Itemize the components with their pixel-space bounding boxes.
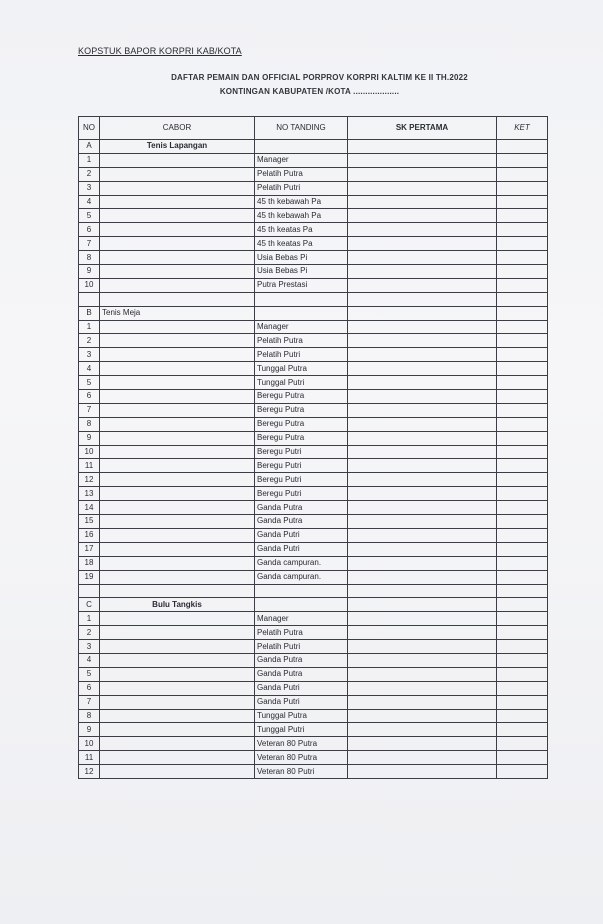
document-subtitle: KONTINGAN KABUPATEN /KOTA ................... — [219, 87, 400, 96]
table-row — [79, 556, 548, 570]
sk-pertama-cell — [348, 334, 497, 348]
table-row — [79, 473, 548, 487]
row-number: 13 — [79, 487, 100, 501]
no-tanding-cell: Ganda campuran. — [255, 570, 348, 584]
empty-cell — [79, 292, 100, 306]
section-name: Tenis Meja — [100, 306, 255, 320]
cabor-cell — [100, 612, 255, 626]
ket-cell — [497, 223, 548, 237]
sk-pertama-cell — [348, 751, 497, 765]
ket-cell — [497, 209, 548, 223]
ket-cell — [497, 403, 548, 417]
ket-cell — [497, 431, 548, 445]
no-tanding-cell: Tunggal Putra — [255, 709, 348, 723]
no-tanding-cell: Ganda Putri — [255, 542, 348, 556]
sk-pertama-cell — [348, 473, 497, 487]
row-number: 1 — [79, 320, 100, 334]
ket-cell — [497, 362, 548, 376]
section-header-row — [79, 306, 548, 320]
ket-cell — [497, 612, 548, 626]
table-row — [79, 542, 548, 556]
ket-cell — [497, 626, 548, 640]
row-number: 2 — [79, 167, 100, 181]
sk-pertama-cell — [348, 167, 497, 181]
no-tanding-cell: Ganda Putra — [255, 653, 348, 667]
cabor-cell — [100, 473, 255, 487]
no-tanding-cell: Beregu Putri — [255, 487, 348, 501]
cabor-cell — [100, 167, 255, 181]
row-number: 7 — [79, 237, 100, 251]
empty-cell — [348, 598, 497, 612]
no-tanding-cell: Pelatih Putra — [255, 626, 348, 640]
no-tanding-cell: Beregu Putra — [255, 431, 348, 445]
row-number: 5 — [79, 376, 100, 390]
no-tanding-cell: Beregu Putri — [255, 459, 348, 473]
sk-pertama-cell — [348, 709, 497, 723]
ket-cell — [497, 320, 548, 334]
ket-cell — [497, 278, 548, 292]
no-tanding-cell: Beregu Putra — [255, 417, 348, 431]
row-number: 19 — [79, 570, 100, 584]
ket-cell — [497, 251, 548, 265]
cabor-cell — [100, 709, 255, 723]
no-tanding-cell: Veteran 80 Putra — [255, 737, 348, 751]
row-number: 3 — [79, 348, 100, 362]
sk-pertama-cell — [348, 376, 497, 390]
no-tanding-cell: Ganda Putra — [255, 667, 348, 681]
ket-cell — [497, 570, 548, 584]
table-row — [79, 765, 548, 779]
row-number: 4 — [79, 653, 100, 667]
no-tanding-cell: 45 th kebawah Pa — [255, 195, 348, 209]
row-number: 17 — [79, 542, 100, 556]
table-row — [79, 278, 548, 292]
table-row — [79, 570, 548, 584]
table-row — [79, 417, 548, 431]
sk-pertama-cell — [348, 320, 497, 334]
row-number: 9 — [79, 265, 100, 279]
empty-cell — [348, 584, 497, 598]
table-row — [79, 681, 548, 695]
spacer-row — [79, 292, 548, 306]
row-number: 6 — [79, 390, 100, 404]
table-row — [79, 737, 548, 751]
sk-pertama-cell — [348, 542, 497, 556]
column-header-no: NO — [79, 117, 100, 140]
ket-cell — [497, 348, 548, 362]
sk-pertama-cell — [348, 278, 497, 292]
row-number: 9 — [79, 723, 100, 737]
row-number: 8 — [79, 251, 100, 265]
row-number: 12 — [79, 473, 100, 487]
row-number: 2 — [79, 626, 100, 640]
cabor-cell — [100, 640, 255, 654]
sk-pertama-cell — [348, 459, 497, 473]
column-header-no-tanding: NO TANDING — [255, 117, 348, 140]
cabor-cell — [100, 487, 255, 501]
sk-pertama-cell — [348, 195, 497, 209]
cabor-cell — [100, 681, 255, 695]
sk-pertama-cell — [348, 528, 497, 542]
no-tanding-cell: Ganda Putra — [255, 501, 348, 515]
no-tanding-cell: Tunggal Putri — [255, 723, 348, 737]
row-number: 11 — [79, 459, 100, 473]
empty-cell — [100, 584, 255, 598]
ket-cell — [497, 695, 548, 709]
row-number: 8 — [79, 709, 100, 723]
ket-cell — [497, 501, 548, 515]
column-header-cabor: CABOR — [100, 117, 255, 140]
table-row — [79, 251, 548, 265]
ket-cell — [497, 667, 548, 681]
cabor-cell — [100, 265, 255, 279]
table-row — [79, 653, 548, 667]
table-row — [79, 528, 548, 542]
row-number: 15 — [79, 515, 100, 529]
table-row — [79, 709, 548, 723]
sk-pertama-cell — [348, 348, 497, 362]
ket-cell — [497, 487, 548, 501]
row-number: 1 — [79, 153, 100, 167]
table-row — [79, 751, 548, 765]
cabor-cell — [100, 723, 255, 737]
row-number: 5 — [79, 667, 100, 681]
no-tanding-cell: Pelatih Putra — [255, 334, 348, 348]
cabor-cell — [100, 737, 255, 751]
cabor-cell — [100, 181, 255, 195]
sk-pertama-cell — [348, 667, 497, 681]
table-row — [79, 667, 548, 681]
cabor-cell — [100, 320, 255, 334]
no-tanding-cell: Ganda Putra — [255, 515, 348, 529]
table-row — [79, 153, 548, 167]
kopstuk-label: KOPSTUK BAPOR KORPRI KAB/KOTA — [78, 46, 242, 56]
cabor-cell — [100, 278, 255, 292]
no-tanding-cell: Usia Bebas Pi — [255, 265, 348, 279]
cabor-cell — [100, 695, 255, 709]
no-tanding-cell: Veteran 80 Putri — [255, 765, 348, 779]
no-tanding-cell: Manager — [255, 320, 348, 334]
no-tanding-cell: Beregu Putri — [255, 473, 348, 487]
row-number: 9 — [79, 431, 100, 445]
column-header-sk-pertama: SK PERTAMA — [348, 117, 497, 140]
section-name: Tenis Lapangan — [100, 140, 255, 154]
cabor-cell — [100, 459, 255, 473]
cabor-cell — [100, 556, 255, 570]
cabor-cell — [100, 501, 255, 515]
column-header-ket: KET — [497, 117, 548, 140]
row-number: 5 — [79, 209, 100, 223]
table-row — [79, 723, 548, 737]
ket-cell — [497, 515, 548, 529]
empty-cell — [497, 306, 548, 320]
sk-pertama-cell — [348, 556, 497, 570]
no-tanding-cell: 45 th keatas Pa — [255, 223, 348, 237]
ket-cell — [497, 445, 548, 459]
table-row — [79, 515, 548, 529]
no-tanding-cell: Beregu Putra — [255, 390, 348, 404]
empty-cell — [100, 292, 255, 306]
ket-cell — [497, 653, 548, 667]
table-header-row — [79, 117, 548, 140]
table-row — [79, 459, 548, 473]
no-tanding-cell: Manager — [255, 153, 348, 167]
cabor-cell — [100, 542, 255, 556]
row-number: 10 — [79, 445, 100, 459]
row-number: 18 — [79, 556, 100, 570]
sk-pertama-cell — [348, 417, 497, 431]
no-tanding-cell: Pelatih Putri — [255, 181, 348, 195]
sk-pertama-cell — [348, 487, 497, 501]
empty-cell — [348, 292, 497, 306]
no-tanding-cell: Veteran 80 Putra — [255, 751, 348, 765]
ket-cell — [497, 167, 548, 181]
table-row — [79, 195, 548, 209]
empty-cell — [255, 598, 348, 612]
sk-pertama-cell — [348, 640, 497, 654]
sk-pertama-cell — [348, 362, 497, 376]
sk-pertama-cell — [348, 501, 497, 515]
empty-cell — [497, 292, 548, 306]
cabor-cell — [100, 528, 255, 542]
sk-pertama-cell — [348, 570, 497, 584]
no-tanding-cell: Pelatih Putri — [255, 640, 348, 654]
cabor-cell — [100, 431, 255, 445]
table-row — [79, 376, 548, 390]
row-number: 6 — [79, 681, 100, 695]
cabor-cell — [100, 751, 255, 765]
row-number: 7 — [79, 403, 100, 417]
ket-cell — [497, 153, 548, 167]
section-header-row — [79, 598, 548, 612]
table-row — [79, 431, 548, 445]
cabor-cell — [100, 376, 255, 390]
sk-pertama-cell — [348, 723, 497, 737]
sk-pertama-cell — [348, 626, 497, 640]
table-row — [79, 348, 548, 362]
cabor-cell — [100, 626, 255, 640]
row-number: 4 — [79, 362, 100, 376]
ket-cell — [497, 237, 548, 251]
cabor-cell — [100, 223, 255, 237]
row-number: 12 — [79, 765, 100, 779]
row-number: 6 — [79, 223, 100, 237]
table-row — [79, 223, 548, 237]
row-number: 4 — [79, 195, 100, 209]
no-tanding-cell: Manager — [255, 612, 348, 626]
ket-cell — [497, 528, 548, 542]
sk-pertama-cell — [348, 251, 497, 265]
section-code: B — [79, 306, 100, 320]
sk-pertama-cell — [348, 431, 497, 445]
no-tanding-cell: Pelatih Putra — [255, 167, 348, 181]
ket-cell — [497, 640, 548, 654]
ket-cell — [497, 737, 548, 751]
no-tanding-cell: Tunggal Putri — [255, 376, 348, 390]
empty-cell — [255, 140, 348, 154]
cabor-cell — [100, 653, 255, 667]
sk-pertama-cell — [348, 237, 497, 251]
ket-cell — [497, 376, 548, 390]
cabor-cell — [100, 417, 255, 431]
spacer-row — [79, 584, 548, 598]
sk-pertama-cell — [348, 265, 497, 279]
sk-pertama-cell — [348, 515, 497, 529]
no-tanding-cell: 45 th keatas Pa — [255, 237, 348, 251]
no-tanding-cell: Ganda Putri — [255, 681, 348, 695]
sk-pertama-cell — [348, 209, 497, 223]
table-row — [79, 320, 548, 334]
cabor-cell — [100, 251, 255, 265]
table-row — [79, 626, 548, 640]
row-number: 3 — [79, 181, 100, 195]
row-number: 10 — [79, 737, 100, 751]
table-row — [79, 265, 548, 279]
cabor-cell — [100, 765, 255, 779]
table-row — [79, 167, 548, 181]
ket-cell — [497, 265, 548, 279]
row-number: 16 — [79, 528, 100, 542]
table-row — [79, 612, 548, 626]
ket-cell — [497, 765, 548, 779]
empty-cell — [255, 306, 348, 320]
cabor-cell — [100, 403, 255, 417]
row-number: 1 — [79, 612, 100, 626]
ket-cell — [497, 334, 548, 348]
empty-cell — [497, 598, 548, 612]
row-number: 8 — [79, 417, 100, 431]
table-row — [79, 403, 548, 417]
empty-cell — [348, 140, 497, 154]
row-number: 10 — [79, 278, 100, 292]
row-number: 7 — [79, 695, 100, 709]
ket-cell — [497, 542, 548, 556]
table-row — [79, 501, 548, 515]
row-number: 14 — [79, 501, 100, 515]
sk-pertama-cell — [348, 681, 497, 695]
cabor-cell — [100, 237, 255, 251]
cabor-cell — [100, 348, 255, 362]
sk-pertama-cell — [348, 612, 497, 626]
row-number: 2 — [79, 334, 100, 348]
cabor-cell — [100, 195, 255, 209]
section-code: A — [79, 140, 100, 154]
ket-cell — [497, 390, 548, 404]
table-row — [79, 640, 548, 654]
no-tanding-cell: 45 th kebawah Pa — [255, 209, 348, 223]
sk-pertama-cell — [348, 403, 497, 417]
cabor-cell — [100, 390, 255, 404]
cabor-cell — [100, 570, 255, 584]
empty-cell — [497, 140, 548, 154]
section-header-row — [79, 140, 548, 154]
sk-pertama-cell — [348, 653, 497, 667]
empty-cell — [348, 306, 497, 320]
sk-pertama-cell — [348, 695, 497, 709]
empty-cell — [497, 584, 548, 598]
table-row — [79, 362, 548, 376]
sk-pertama-cell — [348, 390, 497, 404]
table-row — [79, 209, 548, 223]
cabor-cell — [100, 445, 255, 459]
cabor-cell — [100, 667, 255, 681]
cabor-cell — [100, 153, 255, 167]
ket-cell — [497, 195, 548, 209]
cabor-cell — [100, 515, 255, 529]
ket-cell — [497, 417, 548, 431]
sk-pertama-cell — [348, 765, 497, 779]
ket-cell — [497, 459, 548, 473]
table-body — [79, 140, 548, 779]
section-name: Bulu Tangkis — [100, 598, 255, 612]
no-tanding-cell: Usia Bebas Pi — [255, 251, 348, 265]
sk-pertama-cell — [348, 737, 497, 751]
ket-cell — [497, 681, 548, 695]
empty-cell — [255, 292, 348, 306]
sk-pertama-cell — [348, 153, 497, 167]
sk-pertama-cell — [348, 181, 497, 195]
cabor-cell — [100, 362, 255, 376]
no-tanding-cell: Putra Prestasi — [255, 278, 348, 292]
roster-table — [78, 116, 548, 779]
sk-pertama-cell — [348, 223, 497, 237]
empty-cell — [79, 584, 100, 598]
cabor-cell — [100, 334, 255, 348]
row-number: 3 — [79, 640, 100, 654]
document-title: DAFTAR PEMAIN DAN OFFICIAL PORPROV KORPRI KALTIM KE II TH.2022 — [171, 73, 468, 82]
section-code: C — [79, 598, 100, 612]
ket-cell — [497, 181, 548, 195]
no-tanding-cell: Ganda Putri — [255, 695, 348, 709]
table-row — [79, 487, 548, 501]
row-number: 11 — [79, 751, 100, 765]
no-tanding-cell: Beregu Putri — [255, 445, 348, 459]
table-row — [79, 237, 548, 251]
ket-cell — [497, 556, 548, 570]
table-row — [79, 334, 548, 348]
table-row — [79, 445, 548, 459]
table-row — [79, 181, 548, 195]
no-tanding-cell: Tunggal Putra — [255, 362, 348, 376]
table-row — [79, 390, 548, 404]
table-row — [79, 695, 548, 709]
cabor-cell — [100, 209, 255, 223]
sk-pertama-cell — [348, 445, 497, 459]
no-tanding-cell: Ganda Putri — [255, 528, 348, 542]
ket-cell — [497, 751, 548, 765]
no-tanding-cell: Beregu Putra — [255, 403, 348, 417]
no-tanding-cell: Ganda campuran. — [255, 556, 348, 570]
ket-cell — [497, 473, 548, 487]
empty-cell — [255, 584, 348, 598]
ket-cell — [497, 709, 548, 723]
ket-cell — [497, 723, 548, 737]
no-tanding-cell: Pelatih Putri — [255, 348, 348, 362]
